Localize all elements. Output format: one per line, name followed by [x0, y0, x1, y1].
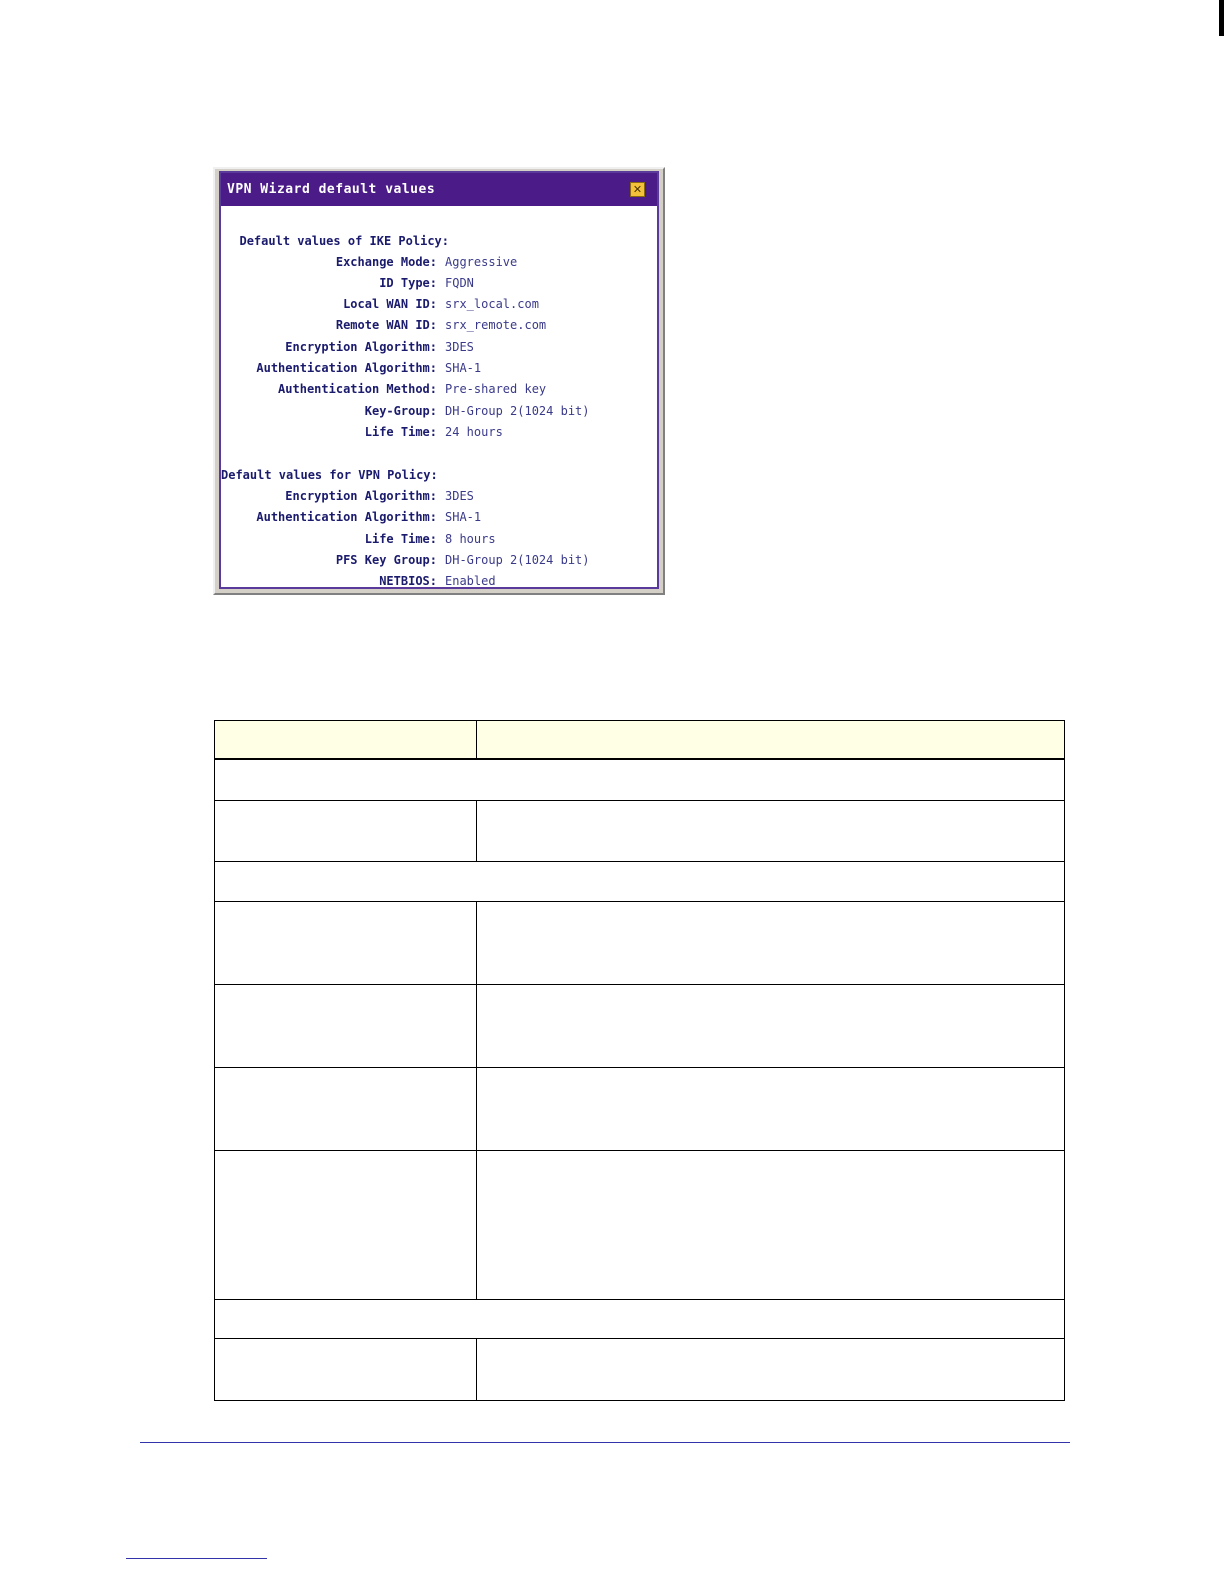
- field-label: PFS Key Group:: [335, 553, 437, 567]
- table-row: [215, 985, 1064, 1068]
- ike-row: [221, 317, 657, 333]
- vpn-row: [221, 552, 657, 568]
- dialog-title: VPN Wizard default values: [227, 182, 436, 197]
- field-value: 8 hours: [445, 532, 496, 546]
- settings-table: [214, 720, 1065, 1401]
- ike-row: [221, 296, 657, 312]
- ike-row: [221, 254, 657, 270]
- field-label: Authentication Method:: [278, 382, 437, 396]
- field-value: 3DES: [445, 489, 474, 503]
- field-value: Pre-shared key: [445, 382, 547, 396]
- ike-row: [221, 403, 657, 419]
- field-label: Local WAN ID:: [343, 297, 437, 311]
- field-value: FQDN: [445, 276, 474, 290]
- table-section-row: [215, 862, 1064, 902]
- table-row: [215, 1151, 1064, 1300]
- table-section-row: [215, 760, 1064, 801]
- ike-row: [221, 424, 657, 440]
- vpn-wizard-defaults-dialog: [213, 167, 665, 595]
- field-label: Authentication Algorithm:: [256, 510, 437, 524]
- page-edge-marker: [1219, 0, 1224, 36]
- field-value: DH-Group 2(1024 bit): [445, 404, 590, 418]
- field-label: Authentication Algorithm:: [256, 361, 437, 375]
- field-value: srx_remote.com: [445, 318, 547, 332]
- dialog-content: [221, 206, 657, 587]
- vpn-row: [221, 509, 657, 525]
- table-cell: [215, 1339, 477, 1400]
- table-row: [215, 1068, 1064, 1151]
- table-cell: [215, 1151, 477, 1299]
- table-cell: [215, 801, 477, 861]
- field-label: Life Time:: [364, 532, 437, 546]
- field-value: 3DES: [445, 340, 474, 354]
- field-label: Key-Group:: [364, 404, 437, 418]
- vpn-row: [221, 531, 657, 547]
- table-cell: [215, 1068, 477, 1150]
- field-label: Encryption Algorithm:: [285, 489, 437, 503]
- field-value: Aggressive: [445, 255, 518, 269]
- field-value: 24 hours: [445, 425, 503, 439]
- field-label: Life Time:: [364, 425, 437, 439]
- table-row: [215, 1339, 1064, 1400]
- close-icon[interactable]: ✕: [630, 182, 645, 197]
- ike-row: [221, 339, 657, 355]
- table-header-cell: [215, 721, 477, 758]
- ike-row: [221, 381, 657, 397]
- table-header-row: [215, 721, 1064, 760]
- dialog-titlebar: [221, 173, 657, 206]
- field-value: SHA-1: [445, 510, 482, 524]
- footer-link-underline: [126, 1558, 267, 1559]
- ike-policy-heading: Default values of IKE Policy:: [239, 234, 449, 248]
- table-cell: [215, 902, 477, 984]
- field-label: ID Type:: [379, 276, 437, 290]
- table-section-row: [215, 1300, 1064, 1339]
- vpn-policy-heading: Default values for VPN Policy:: [221, 468, 438, 482]
- vpn-row: [221, 573, 657, 589]
- field-label: NETBIOS:: [379, 574, 437, 588]
- vpn-row: [221, 488, 657, 504]
- table-row: [215, 801, 1064, 862]
- table-row: [215, 902, 1064, 985]
- field-label: Encryption Algorithm:: [285, 340, 437, 354]
- field-value: SHA-1: [445, 361, 482, 375]
- footer-rule: [140, 1442, 1070, 1443]
- ike-row: [221, 275, 657, 291]
- field-label: Exchange Mode:: [335, 255, 437, 269]
- field-value: Enabled: [445, 574, 496, 588]
- table-cell: [215, 985, 477, 1067]
- dialog-body: [219, 171, 659, 589]
- field-label: Remote WAN ID:: [335, 318, 437, 332]
- field-value: DH-Group 2(1024 bit): [445, 553, 590, 567]
- field-value: srx_local.com: [445, 297, 539, 311]
- ike-row: [221, 360, 657, 376]
